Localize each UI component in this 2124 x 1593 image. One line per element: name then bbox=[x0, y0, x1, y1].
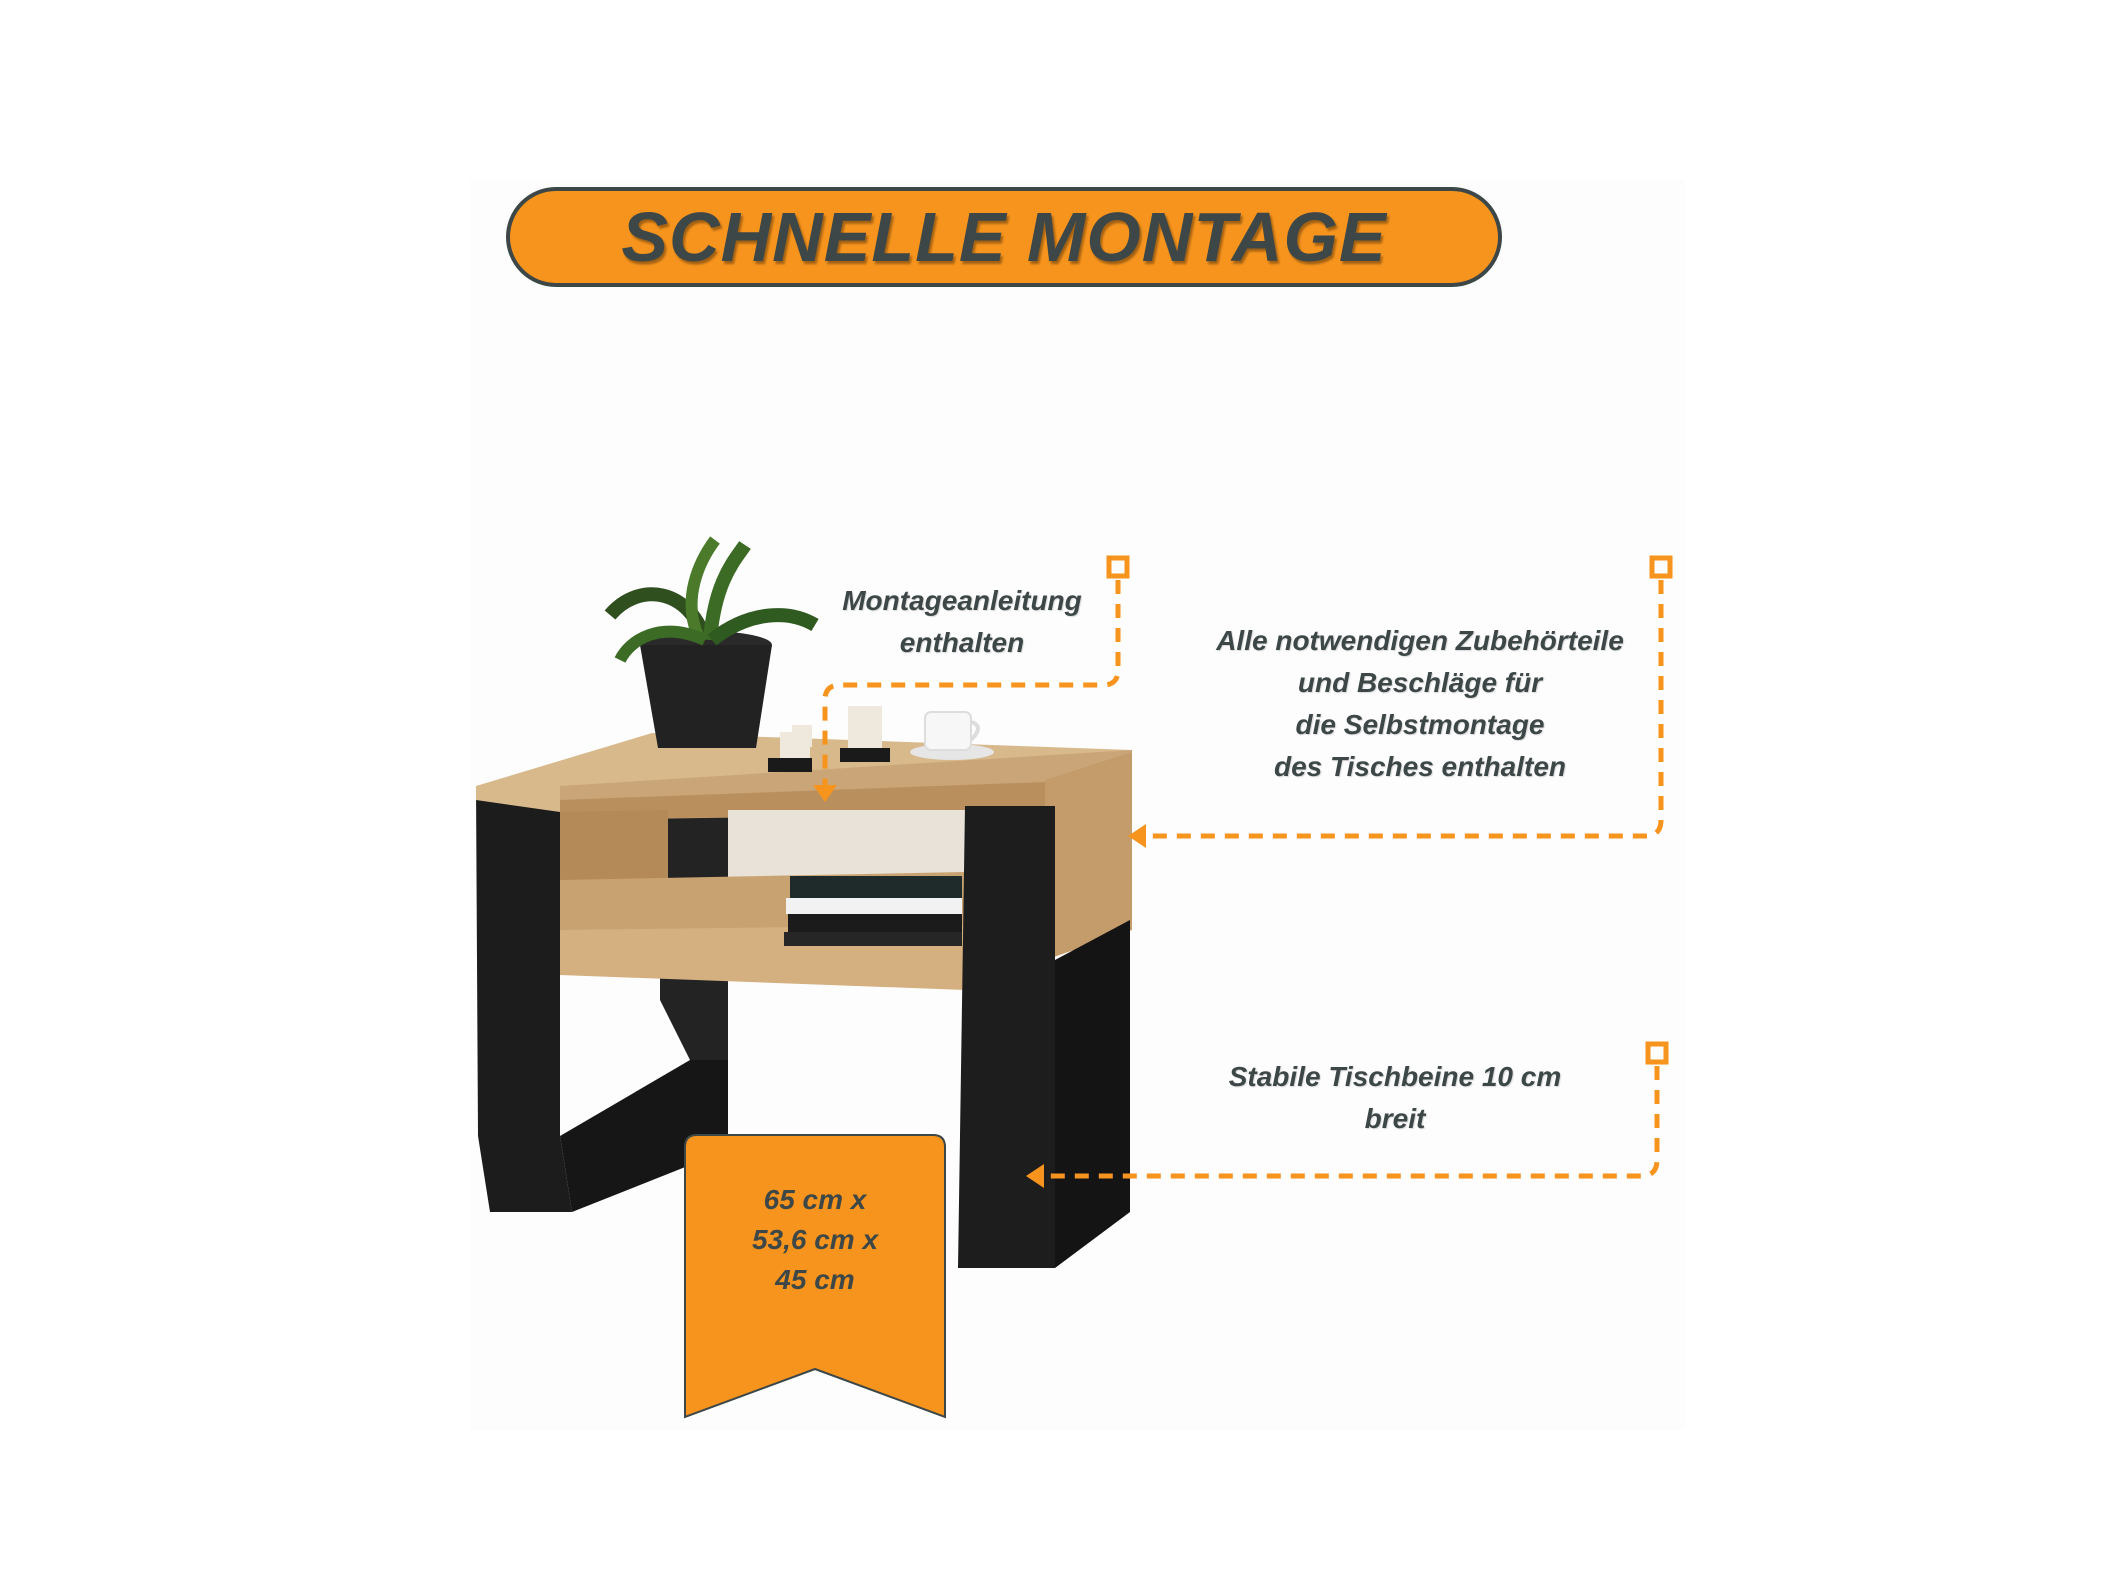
callout-anchor-manual bbox=[1109, 558, 1127, 576]
callout-manual: Montageanleitung enthalten bbox=[842, 585, 1082, 658]
callout-parts: Alle notwendigen Zubehörteile und Beschläge für die Selbstmontage des Tisches enthalten bbox=[1216, 625, 1624, 782]
coffee-cup bbox=[910, 712, 994, 760]
page-title: SCHNELLE MONTAGE bbox=[621, 198, 1387, 276]
callout-anchor-parts bbox=[1652, 558, 1670, 576]
books bbox=[784, 876, 962, 946]
callout-anchor-legs bbox=[1648, 1044, 1666, 1062]
plant-pot bbox=[610, 540, 815, 748]
callout-legs: Stabile Tischbeine 10 cm breit bbox=[1228, 1061, 1562, 1134]
dimensions-text: 65 cm x 53,6 cm x 45 cm bbox=[751, 1184, 879, 1295]
